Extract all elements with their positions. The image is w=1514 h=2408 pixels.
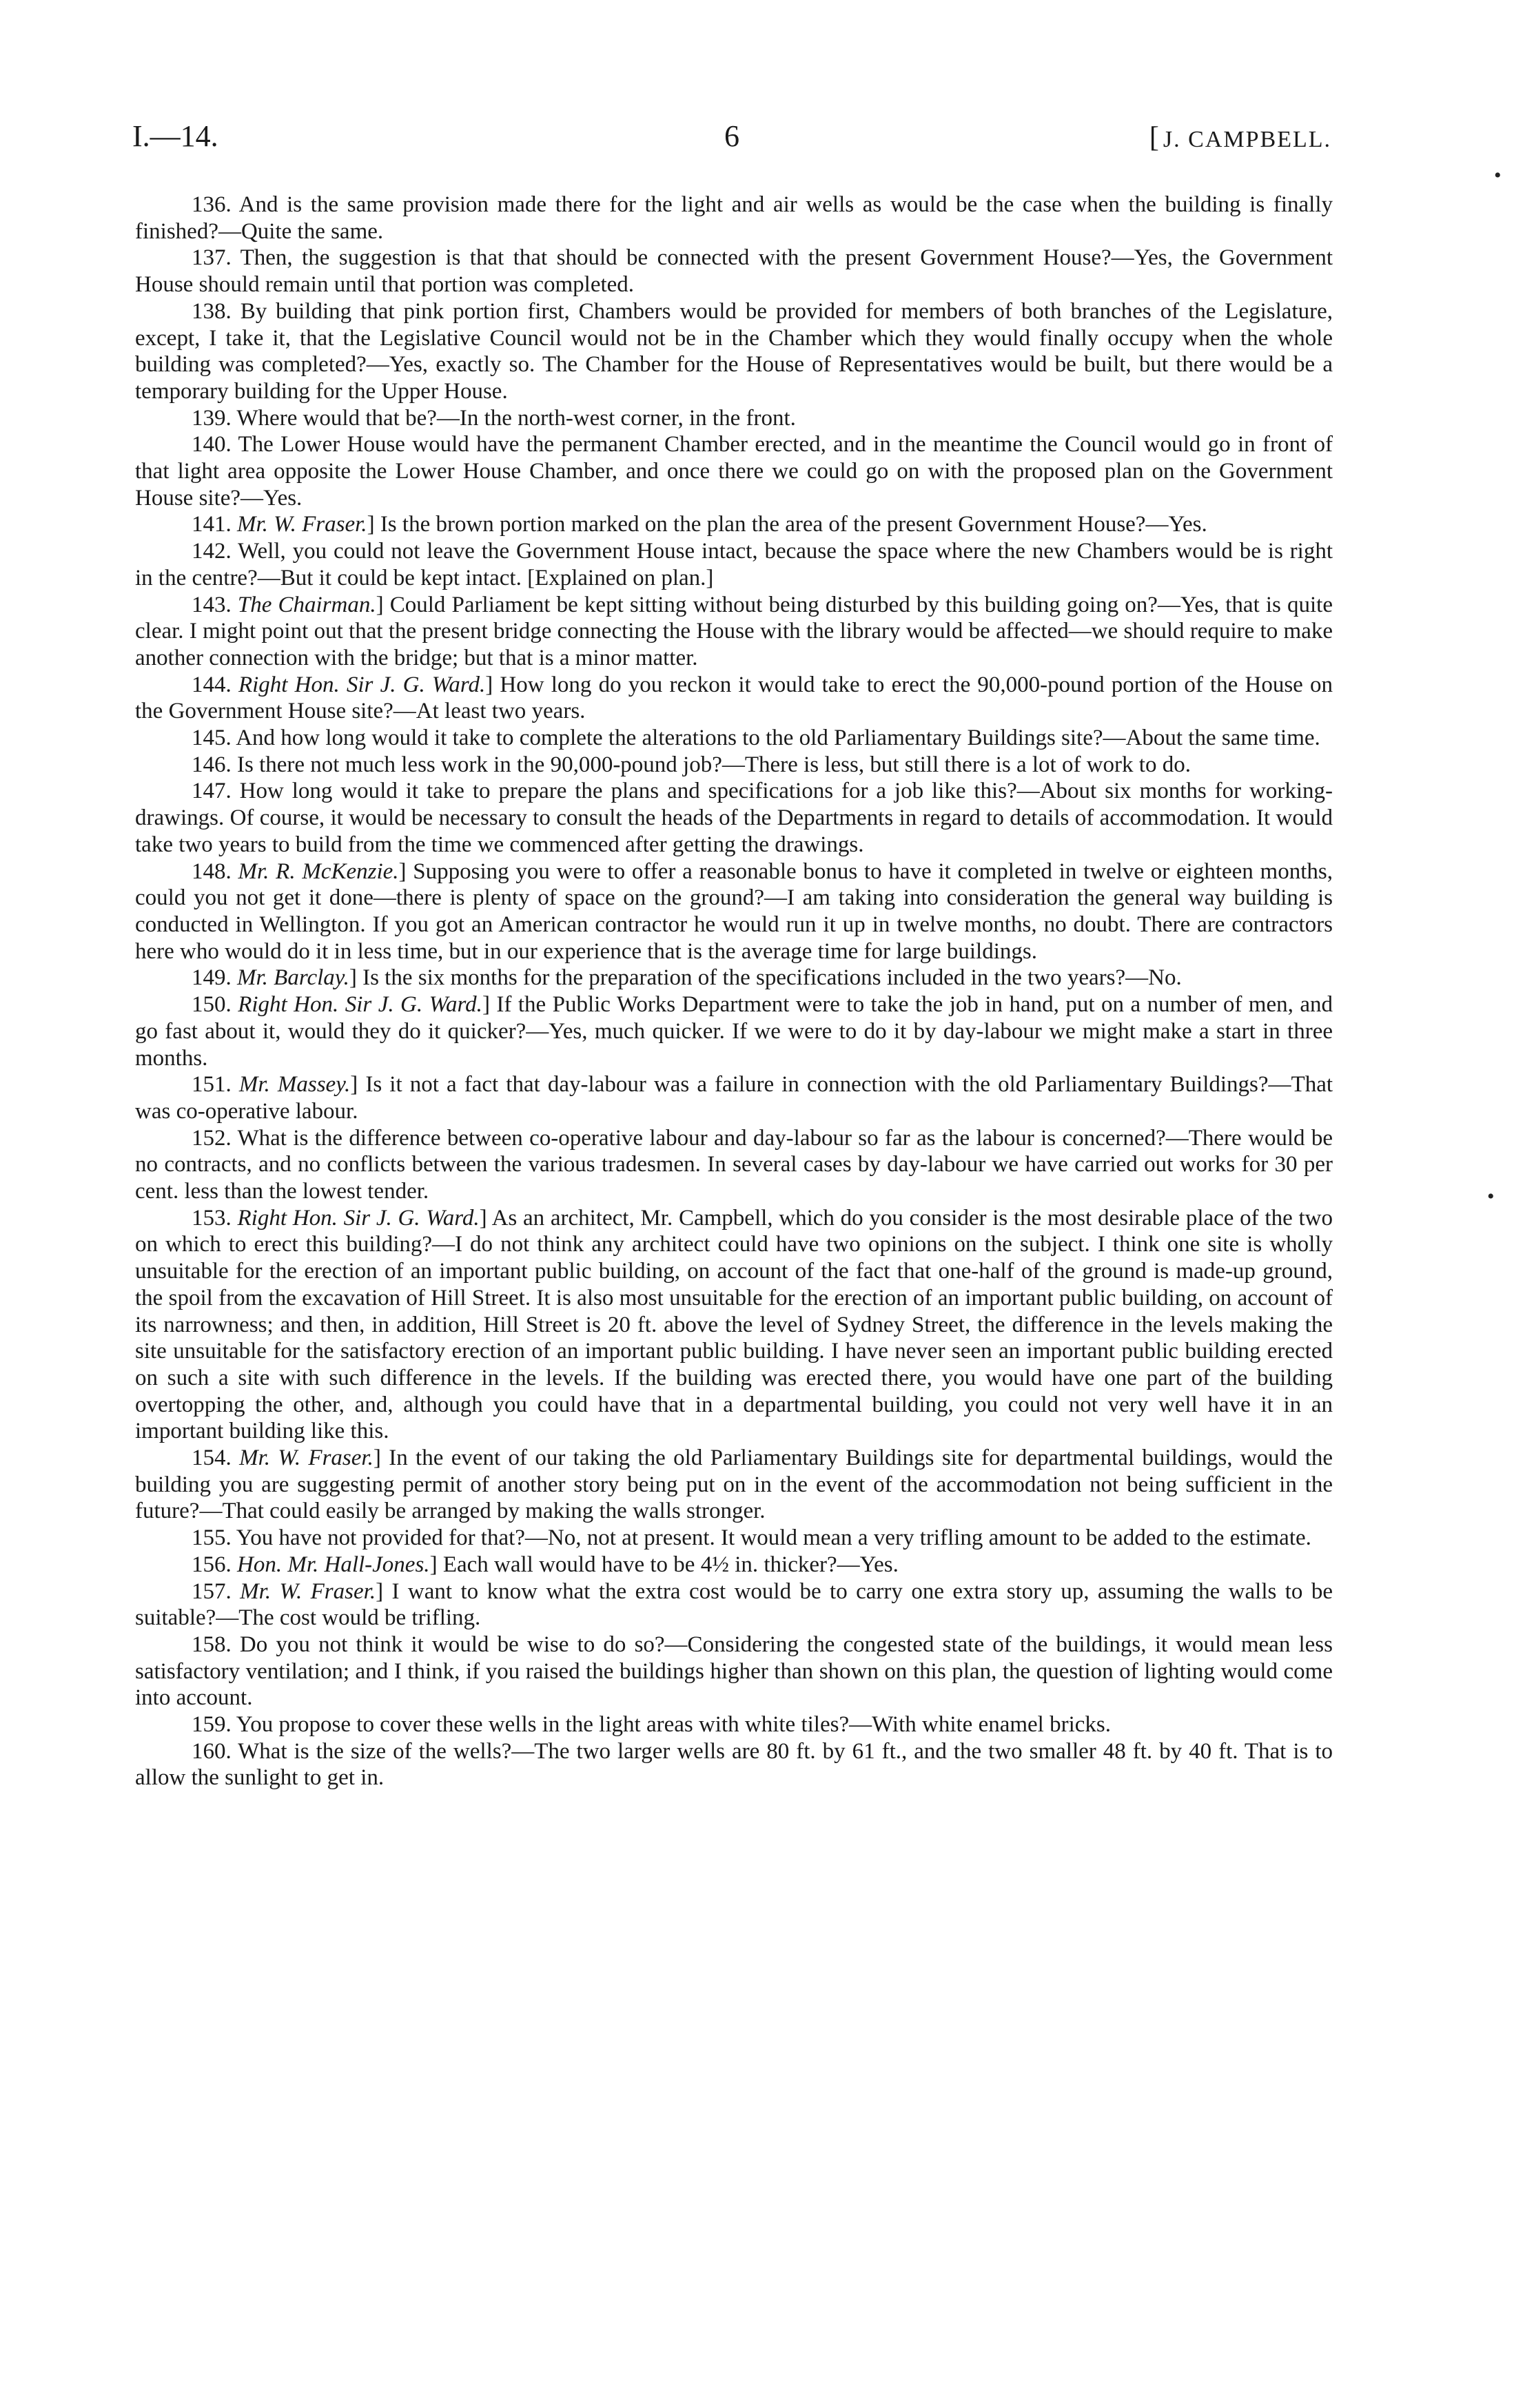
question-text: Supposing you were to offer a reasonable bonus to have it completed in twelve or eighteen months, could you not get it done—there is plenty of space on the ground?—I am taking into consideration the general way building is conducted in Wellington. If you got an American contractor he would run it up in twelve months, no doubt. There are contractors here who would do it in less time, but in our experience that is the average time for large buildings.	[135, 858, 1333, 964]
question-paragraph	[135, 431, 1333, 511]
question-text: What is the difference between co-operative labour and day-labour so far as the labour is concerned?—There would be no contracts, and no conflicts between the various tradesmen. In several cases by day-labour we have carried out works for 30 per cent. less than the lowest tender.	[135, 1125, 1333, 1204]
margin-dot: •	[1487, 1185, 1495, 1208]
question-text: You propose to cover these wells in the light areas with white tiles?—With white enamel bricks.	[236, 1712, 1111, 1738]
question-paragraph	[135, 1125, 1333, 1205]
evidence-text	[135, 192, 1333, 1791]
question-text: Where would that be?—In the north-west corner, in the front.	[236, 405, 796, 431]
question-text: What is the size of the wells?—The two larger wells are 80 ft. by 61 ft., and the two smaller 48 ft. by 40 ft. That is to allow the sunlight to get in.	[135, 1738, 1333, 1791]
question-paragraph: 156. Hon. Mr. Hall-Jones.] Each wall would have to be 4½ in. thicker?—Yes.	[192, 1552, 899, 1577]
question-number: 140.	[192, 432, 232, 457]
question-number: 138.	[192, 298, 232, 324]
question-number: 155.	[192, 1525, 232, 1551]
question-paragraph: 151. Mr. Massey.] Is it not a fact that day-labour was a failure in connection with the old Parliamentary Buildings?—That was co-operative labour.	[135, 1072, 1333, 1124]
question-paragraph: 154. Mr. W. Fraser.] In the event of our taking the old Parliamentary Buildings site for departmental buildings, would the building you are suggesting permit of another story being put on in the event of the accommodation not being sufficient in the future?—That could easily be arranged by making the walls stronger.	[135, 1445, 1333, 1524]
question-text: Could Parliament be kept sitting without being disturbed by this building going on?—Yes, that is quite clear. I might point out that the present bridge connecting the House with the library would be affected—we should require to make another connection with the bridge; but that is a minor matter.	[135, 592, 1333, 670]
question-paragraph: 149. Mr. Barclay.] Is the six months for the preparation of the specifications included in the two years?—No.	[192, 965, 1182, 991]
question-number: 148.	[192, 858, 232, 884]
question-paragraph: 157. Mr. W. Fraser.] I want to know what the extra cost would be to carry one extra story up, assuming the walls to be suitable?—The cost would be trifling.	[135, 1578, 1333, 1631]
speaker-name: Mr. W. Fraser.	[239, 1445, 374, 1471]
question-number: 158.	[192, 1632, 232, 1657]
question-number: 149.	[192, 965, 232, 991]
question-number: 152.	[192, 1125, 232, 1151]
question-text: Well, you could not leave the Government House intact, because the space where the new Chambers would be is right in the centre?—But it could be kept intact. [Explained on plan.]	[135, 539, 1333, 590]
speaker-name: Right Hon. Sir J. G. Ward.	[237, 1205, 480, 1231]
speaker-name: The Chairman.	[237, 592, 376, 617]
question-paragraph: 143. The Chairman.] Could Parliament be kept sitting without being disturbed by this building going on?—Yes, that is quite clear. I might point out that the present bridge connecting the House with the library would be affected—we should require to make another connection with the bridge; but that is a minor matter.	[135, 592, 1333, 670]
question-paragraph	[135, 538, 1333, 591]
question-number: 145.	[192, 726, 232, 751]
question-number: 160.	[192, 1738, 232, 1764]
question-paragraph	[135, 298, 1333, 405]
witness-name: [ J. CAMPBELL.	[1149, 121, 1331, 154]
question-text: Is the brown portion marked on the plan the area of the present Government House?—Yes.	[380, 512, 1207, 537]
speaker-name: Mr. Barclay.	[237, 965, 349, 991]
question-paragraph	[135, 1738, 1333, 1791]
question-number: 136.	[192, 192, 232, 217]
report-reference: I.—14.	[132, 119, 218, 153]
question-text: The Lower House would have the permanent Chamber erected, and in the meantime the Council would go in front of that light area opposite the Lower House Chamber, and once there we could go on with the proposed plan on the Government House site?—Yes.	[135, 432, 1333, 511]
question-paragraph	[135, 1525, 1333, 1552]
speaker-name: Mr. R. McKenzie.	[238, 858, 399, 884]
question-paragraph: 144. Right Hon. Sir J. G. Ward.] How long do you reckon it would take to erect the 90,000-pound portion of the House on the Government House site?—At least two years.	[135, 672, 1333, 724]
question-paragraph: 150. Right Hon. Sir J. G. Ward.] If the Public Works Department were to take the job in hand, put on a number of men, and go fast about it, would they do it quicker?—Yes, much quicker. If we were to do it by day-labour we might make a start in three months.	[135, 992, 1333, 1071]
margin-dot: •	[1494, 164, 1502, 187]
question-text: Is it not a fact that day-labour was a failure in connection with the old Parliamentary Buildings?—That was co-operative labour.	[135, 1072, 1333, 1124]
page-header	[132, 119, 1331, 160]
question-number: 143.	[192, 592, 232, 617]
question-number: 146.	[192, 752, 232, 777]
question-text: Then, the suggestion is that that should be connected with the present Government House?—Yes, the Government House should remain until that portion was completed.	[135, 245, 1333, 298]
speaker-name: Mr. W. Fraser.	[240, 1578, 376, 1604]
question-number: 142.	[192, 539, 232, 564]
question-number: 137.	[192, 245, 232, 271]
question-number: 151.	[192, 1072, 232, 1098]
speaker-name: Hon. Mr. Hall-Jones.	[237, 1552, 430, 1577]
question-number: 157.	[192, 1578, 232, 1604]
question-paragraph	[135, 245, 1333, 298]
question-text: Each wall would have to be 4½ in. thicker?—Yes.	[442, 1552, 899, 1577]
question-paragraph	[135, 192, 1333, 245]
question-text: Do you not think it would be wise to do so?—Considering the congested state of the buildings, it would mean less satisfactory ventilation; and I think, if you raised the buildings higher than shown on this plan, the question of lighting would come into account.	[135, 1632, 1333, 1711]
question-text: If the Public Works Department were to take the job in hand, put on a number of men, and go fast about it, would they do it quicker?—Yes, much quicker. If we were to do it by day-labour we might make a start in three months.	[135, 992, 1333, 1071]
speaker-name: Mr. W. Fraser.	[237, 512, 367, 537]
speaker-name: Right Hon. Sir J. G. Ward.	[238, 992, 482, 1018]
question-paragraph: 153. Right Hon. Sir J. G. Ward.] As an architect, Mr. Campbell, which do you consider is the most desirable place of the two on which to erect this building?—I do not think any architect could have two opinions on the subject. I think one site is wholly unsuitable for the erection of an important public building, on account of the fact that one-half of the ground is made-up ground, the spoil from the excavation of Hill Street. It is also most unsuitable for the erection of an important public building, on account of its narrowness; and then, in addition, Hill Street is 20 ft. above the level of Sydney Street, the difference in the levels making the site unsuitable for the satisfactory erection of an important public building. I have never seen an important public building erected on such a site with such difference in the levels. If the building was erected there, you would have one part of the building overtopping the other, and, although you could have that in a departmental building, you could not very well have it in an important building like this.	[135, 1205, 1333, 1444]
question-number: 147.	[192, 779, 232, 804]
question-paragraph	[135, 405, 1333, 432]
question-text: Is there not much less work in the 90,000-pound job?—There is less, but still there is a lot of work to do.	[237, 752, 1191, 777]
question-text: I want to know what the extra cost would be to carry one extra story up, assuming the walls to be suitable?—The cost would be trifling.	[135, 1578, 1333, 1631]
question-paragraph: 141. Mr. W. Fraser.] Is the brown portion marked on the plan the area of the present Government House?—Yes.	[192, 512, 1207, 537]
page-number: 6	[724, 119, 739, 153]
question-paragraph	[135, 725, 1333, 752]
question-paragraph	[135, 778, 1333, 858]
question-text: How long would it take to prepare the plans and specifications for a job like this?—About six months for working-drawings. Of course, it would be necessary to consult the heads of the Departments in regard to details of accommodation. It would take two years to build from the time we commenced after getting the drawings.	[135, 779, 1333, 857]
speaker-name: Mr. Massey.	[238, 1072, 351, 1098]
question-text: In the event of our taking the old Parliamentary Buildings site for departmental buildings, would the building you are suggesting permit of another story being put on in the event of the accommodation not being sufficient in the future?—That could easily be arranged by making the walls stronger.	[135, 1445, 1333, 1524]
question-number: 153.	[192, 1205, 232, 1231]
speaker-name: Right Hon. Sir J. G. Ward.	[238, 672, 486, 697]
question-paragraph: 148. Mr. R. McKenzie.] Supposing you were to offer a reasonable bonus to have it completed in twelve or eighteen months, could you not get it done—there is plenty of space on the ground?—I am taking into consideration the general way building is conducted in Wellington. If you got an American contractor he would run it up in twelve months, no doubt. There are contractors here who would do it in less time, but in our experience that is the average time for large buildings.	[135, 858, 1333, 964]
question-number: 141.	[192, 512, 232, 537]
question-paragraph	[135, 1711, 1333, 1738]
question-text: You have not provided for that?—No, not at present. It would mean a very trifling amount to be added to the estimate.	[236, 1525, 1311, 1551]
question-number: 159.	[192, 1712, 232, 1738]
question-paragraph	[135, 752, 1333, 779]
question-number: 154.	[192, 1445, 232, 1471]
question-number: 156.	[192, 1552, 232, 1577]
question-text: By building that pink portion first, Chambers would be provided for members of both branches of the Legislature, except, I take it, that the Legislative Council would not be in the Chamber which they would finally occupy when the whole building was completed?—Yes, exactly so. The Chamber for the House of Representatives would be built, but there would be a temporary building for the Upper House.	[135, 298, 1333, 404]
question-paragraph	[135, 1632, 1333, 1711]
question-text: And how long would it take to complete the alterations to the old Parliamentary Buildings site?—About the same time.	[236, 726, 1320, 751]
question-number: 150.	[192, 992, 232, 1018]
question-number: 139.	[192, 405, 232, 431]
question-text: How long do you reckon it would take to erect the 90,000-pound portion of the House on the Government House site?—At least two years.	[135, 672, 1333, 724]
question-text: And is the same provision made there for the light and air wells as would be the case when the building is finally finished?—Quite the same.	[135, 192, 1333, 244]
question-number: 144.	[192, 672, 232, 697]
question-text: Is the six months for the preparation of the specifications included in the two years?—No.	[362, 965, 1182, 991]
question-text: As an architect, Mr. Campbell, which do you consider is the most desirable place of the two on which to erect this building?—I do not think any architect could have two opinions on the subject. I think one site is wholly unsuitable for the erection of an important public building, on account of the fact that one-half of the ground is made-up ground, the spoil from the excavation of Hill Street. It is also most unsuitable for the erection of an important public building, on account of its narrowness; and then, in addition, Hill Street is 20 ft. above the level of Sydney Street, the difference in the levels making the site unsuitable for the satisfactory erection of an important public building. I have never seen an important public building erected on such a site with such difference in the levels. If the building was erected there, you would have one part of the building overtopping the other, and, although you could have that in a departmental building, you could not very well have it in an important building like this.	[135, 1205, 1333, 1444]
